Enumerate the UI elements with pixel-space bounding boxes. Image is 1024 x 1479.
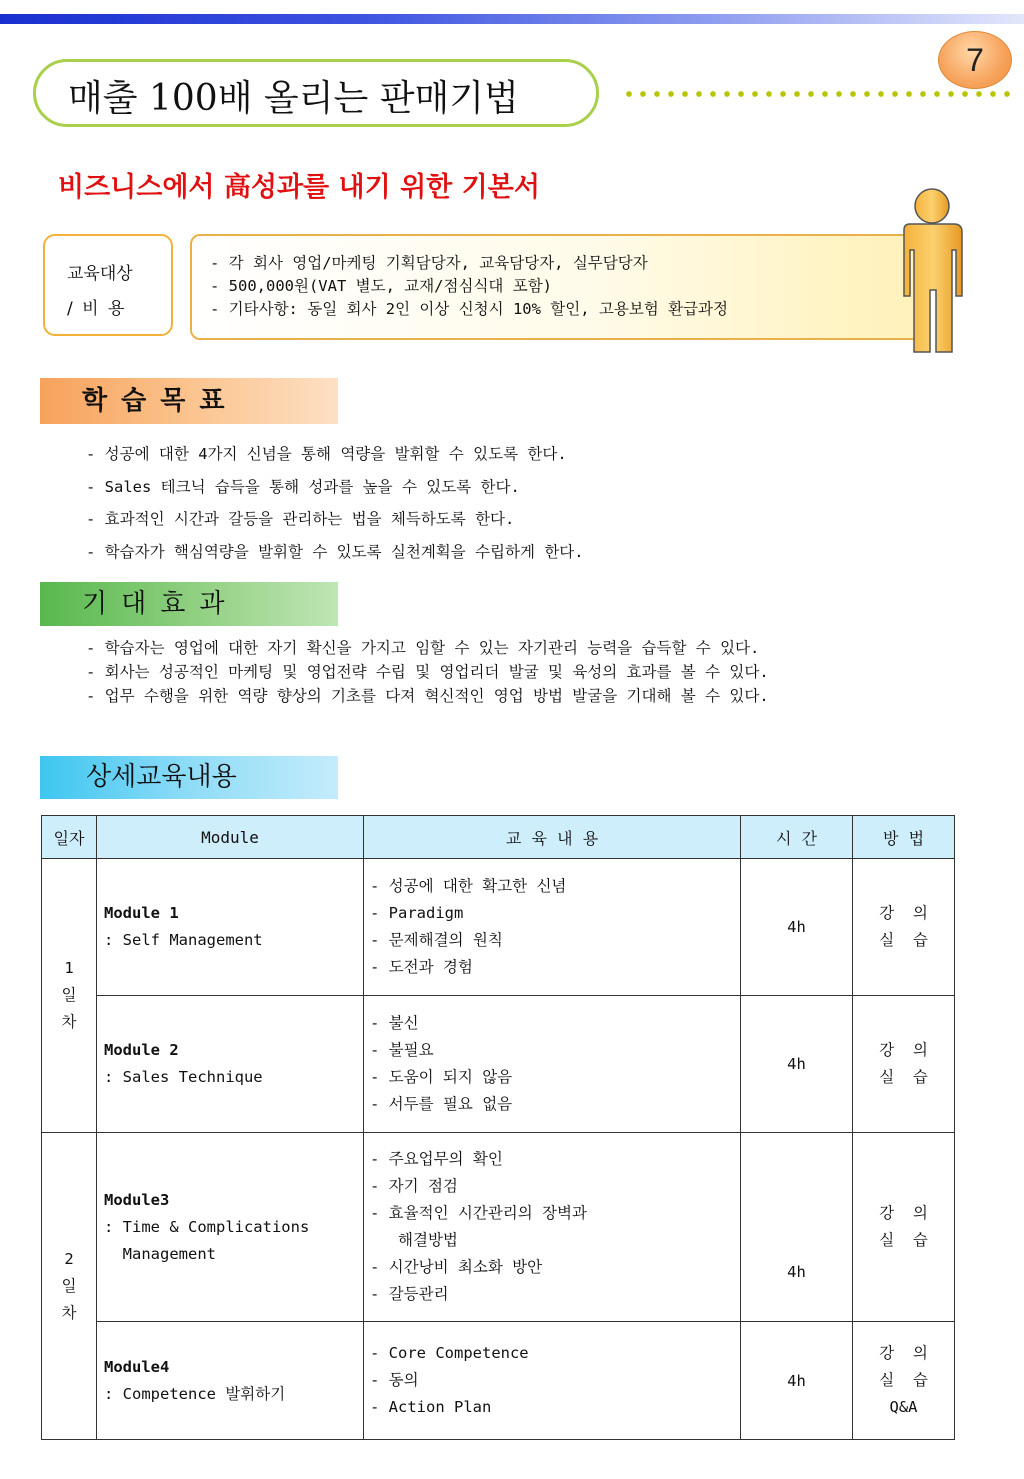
module-name: Module 2 (104, 1041, 179, 1059)
content-item: - 불신 (370, 1014, 419, 1032)
detail-header: 상세교육내용 (40, 756, 338, 799)
target-label-box (43, 234, 173, 336)
content-item: - Paradigm (370, 904, 464, 922)
module-cell (97, 859, 364, 996)
content-item: - 동의 (370, 1371, 419, 1389)
subtitle: 비즈니스에서 高성과를 내기 위한 기본서 (58, 172, 540, 203)
content-item: - 시간낭비 최소화 방안 (370, 1258, 543, 1276)
column-header-time: 시 간 (741, 816, 853, 859)
method-cell (853, 996, 955, 1133)
day-cell (42, 859, 97, 1133)
dotted-divider (622, 89, 1014, 99)
goals-list (86, 438, 584, 568)
target-label-line2: / 비 용 (67, 299, 125, 319)
column-header-module: Module (97, 816, 364, 859)
content-item: - 자기 점검 (370, 1177, 458, 1195)
page-number-badge: 7 (938, 31, 1012, 89)
target-info-item: - 각 회사 영업/마케팅 기획담당자, 교육담당자, 실무담당자 (210, 254, 648, 272)
method-item: 실 습 (879, 1231, 928, 1249)
table-row (42, 1322, 955, 1440)
content-item: - 성공에 대한 확고한 신념 (370, 877, 567, 895)
content-item: - 효율적인 시간관리의 장벽과 (370, 1204, 588, 1222)
effect-item: - 학습자는 영업에 대한 자기 확신을 가지고 임할 수 있는 자기관리 능력을 습득할 수 있다. (86, 639, 760, 657)
method-item: 실 습 (879, 1068, 928, 1086)
method-item: 실 습 (879, 1371, 928, 1389)
time-cell: 4h (741, 1133, 853, 1322)
goal-item: - Sales 테크닉 습득을 통해 성과를 높을 수 있도록 한다. (86, 477, 520, 496)
time-cell: 4h (741, 859, 853, 996)
effects-header: 기대효과 (40, 582, 338, 626)
method-item: 강 의 (879, 1041, 928, 1059)
day-number: 1 (64, 959, 74, 977)
page-title: 매출 100배 올리는 판매기법 (68, 78, 519, 119)
content-cell (364, 1322, 741, 1440)
goals-header: 학습목표 (40, 378, 338, 424)
table-row (42, 996, 955, 1133)
column-header-content: 교 육 내 용 (364, 816, 741, 859)
day-unit: 일 (61, 986, 77, 1004)
method-item: 강 의 (879, 1204, 928, 1222)
content-cell (364, 996, 741, 1133)
module-subtitle: : Competence 발휘하기 (104, 1384, 286, 1403)
day-number: 2 (64, 1249, 74, 1268)
content-cell (364, 1133, 741, 1322)
method-cell (853, 1133, 955, 1322)
day-unit: 차 (61, 1013, 77, 1031)
day-unit: 일 (61, 1276, 77, 1295)
target-label-line1: 교육대상 (67, 264, 133, 284)
module-cell (97, 1133, 364, 1322)
method-cell (853, 1322, 955, 1440)
table-row (42, 859, 955, 996)
method-cell (853, 859, 955, 996)
effect-item: - 업무 수행을 위한 역량 향상의 기초를 다져 혁신적인 영업 방법 발굴을 기대해 볼 수 있다. (86, 687, 769, 705)
effect-item: - 회사는 성공적인 마케팅 및 영업전략 수립 및 영업리더 발굴 및 육성의 효과를 볼 수 있다. (86, 663, 769, 681)
method-item: 실 습 (879, 931, 928, 949)
time-cell: 4h (741, 996, 853, 1133)
content-item: - Core Competence (370, 1344, 529, 1362)
target-info-item: - 기타사항: 동일 회사 2인 이상 신청시 10% 할인, 고용보험 환급과정 (210, 300, 728, 318)
module-name: Module 1 (104, 904, 179, 922)
content-item: 해결방법 (370, 1231, 458, 1249)
module-cell (97, 996, 364, 1133)
module-subtitle: : Self Management (104, 931, 263, 949)
goal-item: - 효과적인 시간과 갈등을 관리하는 법을 체득하도록 한다. (86, 510, 515, 528)
day-unit: 차 (61, 1303, 77, 1322)
content-item: - 도전과 경험 (370, 958, 473, 976)
module-cell (97, 1322, 364, 1440)
top-gradient-bar (0, 14, 1024, 24)
table-header-row (42, 816, 955, 859)
content-item: - Action Plan (370, 1398, 492, 1416)
content-item: - 서두를 필요 없음 (370, 1095, 513, 1113)
module-name: Module4 (104, 1357, 170, 1376)
method-item: Q&A (889, 1398, 918, 1416)
content-item: - 문제해결의 원칙 (370, 931, 503, 949)
goal-item: - 성공에 대한 4가지 신념을 통해 역량을 발휘할 수 있도록 한다. (86, 445, 567, 463)
module-subtitle: : Time & Complications Management (104, 1217, 310, 1263)
content-item: - 갈등관리 (370, 1285, 449, 1303)
content-cell (364, 859, 741, 996)
table-row (42, 1133, 955, 1322)
target-info-list (210, 252, 728, 321)
person-icon (890, 186, 966, 356)
method-item: 강 의 (879, 904, 928, 922)
curriculum-table (41, 815, 955, 1440)
content-item: - 불필요 (370, 1041, 434, 1059)
content-item: - 주요업무의 확인 (370, 1150, 503, 1168)
method-item: 강 의 (879, 1344, 928, 1362)
module-subtitle: : Sales Technique (104, 1068, 263, 1086)
module-name: Module3 (104, 1190, 170, 1209)
target-info-item: - 500,000원(VAT 별도, 교재/점심식대 포함) (210, 277, 553, 295)
column-header-method: 방 법 (853, 816, 955, 859)
time-cell: 4h (741, 1322, 853, 1440)
column-header-day: 일자 (42, 816, 97, 859)
effects-list (86, 636, 769, 708)
day-cell (42, 1133, 97, 1440)
goal-item: - 학습자가 핵심역량을 발휘할 수 있도록 실천계획을 수립하게 한다. (86, 542, 584, 561)
content-item: - 도움이 되지 않음 (370, 1068, 513, 1086)
